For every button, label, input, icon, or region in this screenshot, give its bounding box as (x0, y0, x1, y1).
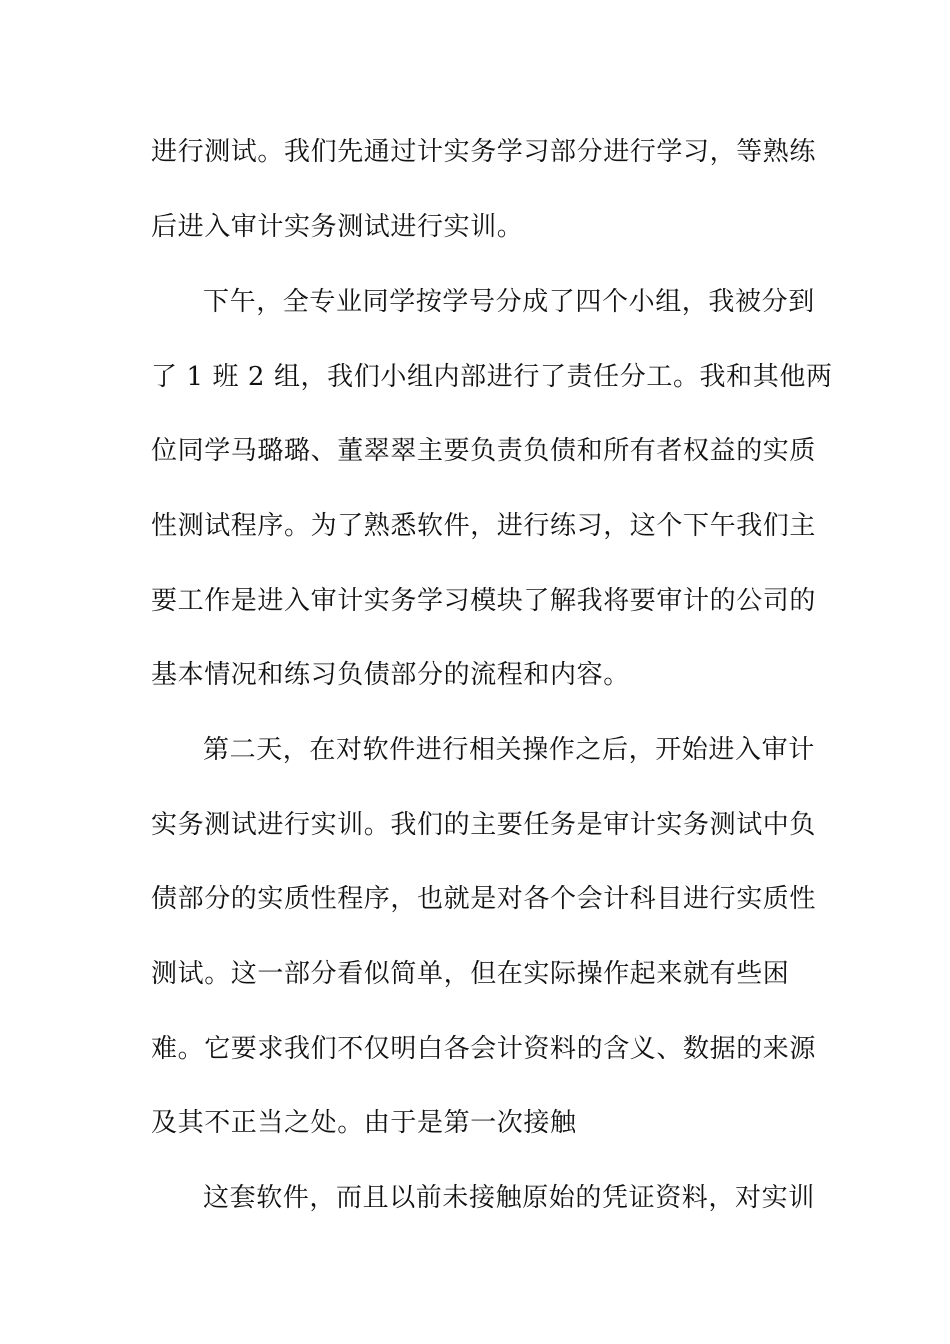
text-line: 实务测试进行实训。我们的主要任务是审计实务测试中负 (151, 810, 817, 840)
text-line: 债部分的实质性程序，也就是对各个会计科目进行实质性 (151, 884, 817, 914)
text-line: 位同学马璐璐、董翠翠主要负责负债和所有者权益的实质 (151, 436, 817, 466)
text-line: 及其不正当之处。由于是第一次接触 (151, 1108, 577, 1138)
text-line: 后进入审计实务测试进行实训。 (151, 212, 524, 242)
paragraph-start-line: 这套软件，而且以前未接触原始的凭证资料，对实训 (203, 1183, 815, 1213)
text-line: 测试。这一部分看似简单，但在实际操作起来就有些困 (151, 959, 790, 989)
paragraph-start-line: 下午，全专业同学按学号分成了四个小组，我被分到 (203, 287, 815, 317)
text-line: 进行测试。我们先通过计实务学习部分进行学习，等熟练 (151, 137, 817, 167)
text-line: 基本情况和练习负债部分的流程和内容。 (151, 660, 630, 690)
text-line: 要工作是进入审计实务学习模块了解我将要审计的公司的 (151, 586, 817, 616)
text-line: 性测试程序。为了熟悉软件，进行练习，这个下午我们主 (151, 511, 817, 541)
paragraph-start-line: 第二天，在对软件进行相关操作之后，开始进入审计 (203, 735, 815, 765)
text-line: 难。它要求我们不仅明白各会计资料的含义、数据的来源 (151, 1034, 817, 1064)
text-line: 了 1 班 2 组，我们小组内部进行了责任分工。我和其他两 (151, 362, 833, 392)
